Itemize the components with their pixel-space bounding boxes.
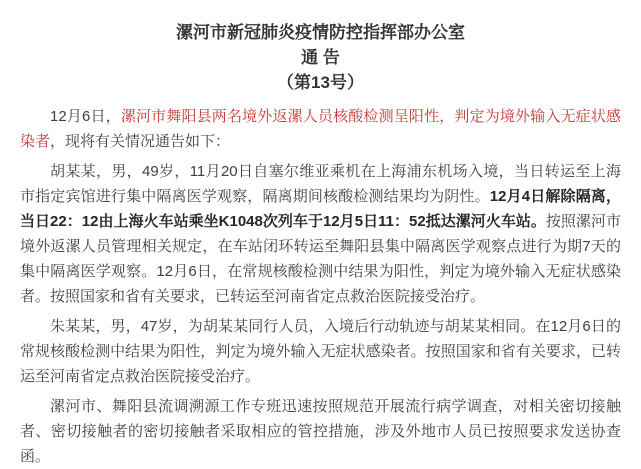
issuing-office-title: 漯河市新冠肺炎疫情防控指挥部办公室 bbox=[176, 23, 465, 42]
notice-body bbox=[20, 104, 621, 469]
notice-number: （第13号） bbox=[277, 73, 364, 92]
notice-paragraph bbox=[20, 314, 621, 389]
text-segment-normal: 胡某某，男，49岁，11月20日自塞尔维亚乘机在上海浦东机场入境，当日转运至上海市指定宾馆进行集中隔离医学观察，隔离期间核酸检测结果均为阴性。 bbox=[20, 163, 621, 205]
text-segment-normal: 朱某某，男，47岁，为胡某某同行人员，入境后行动轨迹与胡某某相同。在12月6日的常规核酸检测中结果为阳性，判定为境外输入无症状感染者。按照国家和省有关要求，已转运至河南省定点救治医院接受治疗。 bbox=[20, 318, 621, 385]
text-segment-normal: 12月6日， bbox=[50, 108, 121, 125]
notice-paragraph bbox=[20, 394, 621, 469]
text-segment-red: 漯河市舞阳县两名境外返漯人员核酸检测呈阳性，判定为境外输入无症状感染者 bbox=[20, 108, 621, 150]
notice-title: 通 告 bbox=[301, 48, 340, 67]
text-segment-normal: 按照漯河市境外返漯人员管理相关规定，在车站闭环转运至舞阳县集中隔离医学观察点进行为期7天的集中隔离医学观察。12月6日，在常规核酸检测中结果为阳性，判定为境外输入无症状感染者。按照国家和省有关要求，已转运至河南省定点救治医院接受治疗。 bbox=[20, 213, 621, 305]
text-segment-normal: ，现将有关情况通告如下： bbox=[50, 133, 231, 150]
text-segment-bold: 12月4日解除隔离，当日22：12由上海火车站乘坐K1048次列车于12月5日11：52抵达漯河火车站。 bbox=[20, 188, 621, 230]
notice-header bbox=[20, 20, 621, 95]
text-segment-normal: 漯河市、舞阳县流调溯源工作专班迅速按照规范开展流行病学调查，对相关密切接触者、密切接触者的密切接触者采取相应的管控措施，涉及外地市人员已按照要求发送协查函。 bbox=[20, 398, 621, 465]
notice-paragraph bbox=[20, 159, 621, 309]
notice-paragraph bbox=[20, 104, 621, 154]
